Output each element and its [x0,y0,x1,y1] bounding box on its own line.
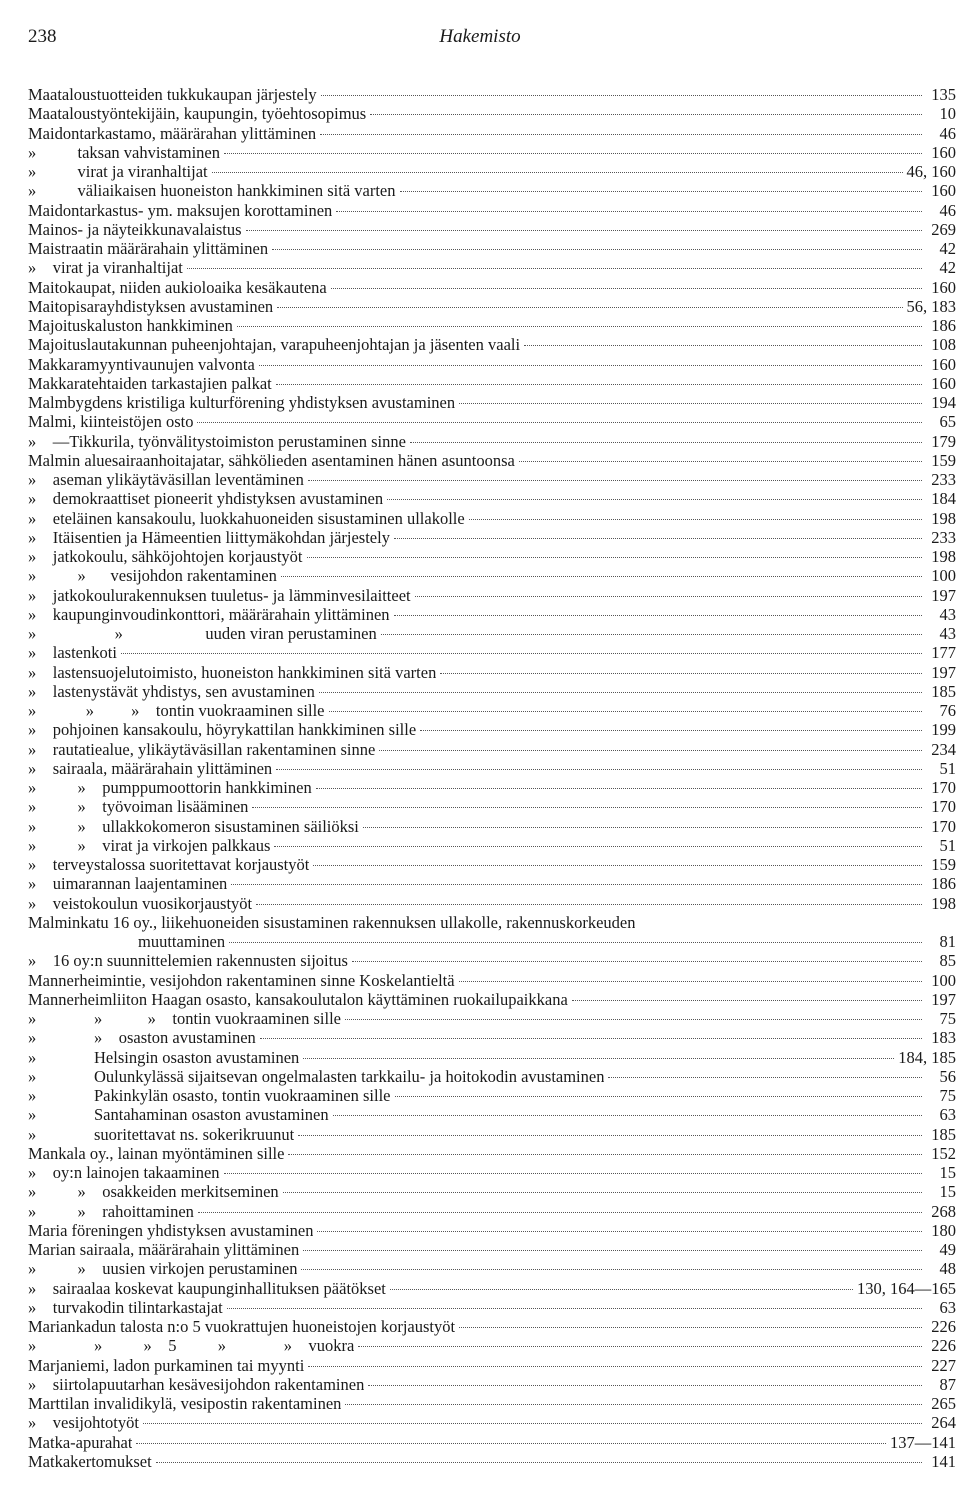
dot-leader [394,538,922,539]
entry-pages: 100 [931,970,956,990]
dot-leader [256,904,922,905]
index-entry [28,1086,956,1105]
entry-pages: 160 [931,354,956,374]
dot-leader [224,1173,922,1174]
index-entry [28,566,956,585]
entry-text: » » » tontin vuokraaminen sille [28,1009,342,1028]
dot-leader [198,1212,922,1213]
entry-pages: 10 [939,104,956,124]
dot-leader [276,769,922,770]
entry-text: Mainos- ja näyteikkunavalaistus [28,219,242,239]
entry-pages: 198 [931,893,956,913]
index-entry [28,1028,956,1047]
index-entry [28,759,956,778]
index-entry [28,489,956,508]
entry-text: » suoritettavat ns. sokerikruunut [28,1124,295,1144]
index-entry [28,1394,956,1413]
dot-leader [277,307,902,308]
entry-text: » » pumppumoottorin hankkiminen [28,778,312,797]
entry-text: » vesijohtotyöt [28,1413,139,1433]
entry-text: » terveystalossa suoritettavat korjaustyöt [28,855,310,874]
dot-leader [572,1000,922,1001]
entry-pages: 198 [931,508,956,528]
entry-text: Makkaramyyntivaunujen valvonta [28,354,255,374]
index-entry [28,509,956,528]
entry-pages: 65 [939,412,956,432]
entry-pages: 51 [939,835,956,855]
entry-text: Maidontarkastus- ym. maksujen korottaminen [28,200,333,220]
entry-pages: 135 [931,85,956,104]
index-entry [28,528,956,547]
dot-leader [272,249,922,250]
entry-pages: 179 [931,431,956,451]
entry-text: Maidontarkastamo, määrärahan ylittäminen [28,123,317,143]
entry-pages: 170 [931,816,956,836]
index-entry [28,874,956,893]
dot-leader [368,1385,922,1386]
dot-leader [519,461,922,462]
entry-text: » sairaala, määrärahain ylittäminen [28,758,273,778]
entry-text: » Helsingin osaston avustaminen [28,1047,300,1067]
dot-leader [259,365,922,366]
entry-pages: 159 [931,855,956,874]
index-entry [28,624,956,643]
dot-leader [395,1096,922,1097]
entry-pages: 233 [931,470,956,489]
dot-leader [319,692,922,693]
index-entry [28,143,956,162]
entry-pages: 160 [931,142,956,162]
dot-leader [420,730,922,731]
entry-text: Mariankadun talosta n:o 5 vuokrattujen huoneistojen korjaustyöt [28,1317,456,1336]
index-list [28,85,956,1471]
entry-pages: 130, 164—165 [857,1278,956,1298]
entry-pages: 184, 185 [898,1047,956,1067]
dot-leader [197,422,922,423]
index-entry [28,913,956,932]
index-entry [28,797,956,816]
index-entry [28,335,956,354]
index-entry [28,605,956,624]
entry-pages: 160 [931,277,956,297]
index-entry [28,297,956,316]
entry-text: » » ullakkokomeron sisustaminen säiliöksi [28,816,359,836]
entry-text: » » työvoiman lisääminen [28,797,249,817]
dot-leader [227,1308,922,1309]
index-entry [28,1433,956,1452]
index-entry [28,1317,956,1336]
index-entry [28,1182,956,1201]
dot-leader [298,1135,922,1136]
dot-leader [352,961,922,962]
entry-text: » » uuden viran perustaminen [28,624,377,643]
index-entry [28,663,956,682]
entry-pages: 15 [939,1163,956,1182]
entry-pages: 75 [939,1009,956,1028]
entry-pages: 180 [931,1220,956,1240]
dot-leader [358,1346,922,1347]
index-entry [28,1240,956,1259]
entry-pages: 184 [931,489,956,509]
entry-text: Majoituskaluston hankkiminen [28,316,233,335]
entry-pages: 186 [931,316,956,335]
dot-leader [187,268,922,269]
dot-leader [317,1231,922,1232]
dot-leader [307,557,922,558]
entry-text: » virat ja viranhaltijat [28,258,183,278]
entry-text: Malmin aluesairaanhoitajatar, sähkölieden asentaminen hänen asuntoonsa [28,450,515,470]
dot-leader [321,95,922,96]
entry-text: muuttaminen [138,932,226,951]
index-entry [28,220,956,239]
index-entry [28,162,956,181]
entry-text: Mannerheimintie, vesijohdon rakentaminen sinne Koskelantieltä [28,970,455,990]
dot-leader [308,1366,922,1367]
dot-leader [415,596,922,597]
entry-pages: 76 [939,701,956,720]
entry-text: » Itäisentien ja Hämeentien liittymäkohdan järjestely [28,527,390,547]
index-entry [28,894,956,913]
dot-leader [524,345,922,346]
dot-leader [276,384,922,385]
entry-pages: 159 [931,450,956,470]
entry-pages: 227 [931,1355,956,1375]
entry-pages: 234 [931,739,956,759]
entry-pages: 233 [931,527,956,547]
index-entry [28,951,956,970]
index-entry [28,547,956,566]
dot-leader [121,653,922,654]
entry-text: » uimarannan laajentaminen [28,874,228,894]
entry-text: » turvakodin tilintarkastajat [28,1297,223,1317]
entry-pages: 264 [931,1413,956,1433]
dot-leader [274,846,922,847]
entry-pages: 75 [939,1086,956,1105]
index-entry [28,1259,956,1278]
index-entry [28,740,956,759]
entry-pages: 197 [931,989,956,1009]
index-entry [28,1009,956,1028]
index-entry [28,85,956,104]
entry-text: Matka-apurahat [28,1432,133,1452]
dot-leader [459,981,922,982]
entry-text: » Pakinkylän osasto, tontin vuokraaminen sille [28,1086,391,1105]
entry-pages: 160 [931,373,956,393]
entry-pages: 197 [931,662,956,682]
entry-pages: 43 [939,624,956,643]
entry-pages: 85 [939,951,956,971]
dot-leader [313,865,922,866]
index-entry [28,1144,956,1163]
entry-text: Mannerheimliiton Haagan osasto, kansakoulutalon käyttäminen ruokailupaikkana [28,989,568,1009]
dot-leader [370,114,922,115]
index-entry [28,586,956,605]
index-entry [28,104,956,123]
entry-pages: 42 [939,239,956,258]
dot-leader [459,1327,922,1328]
index-entry [28,836,956,855]
entry-pages: 185 [931,1124,956,1144]
index-entry [28,1413,956,1432]
dot-leader [316,788,922,789]
entry-text: Maataloustyöntekijäin, kaupungin, työehtosopimus [28,104,367,124]
index-entry [28,701,956,720]
entry-pages: 56, 183 [906,296,956,316]
entry-text: » » » 5 » » vuokra [28,1336,355,1356]
dot-leader [224,153,922,154]
index-entry [28,1298,956,1317]
entry-text: » eteläinen kansakoulu, luokkahuoneiden sisustaminen ullakolle [28,508,465,528]
index-entry [28,258,956,277]
entry-text: » kaupunginvoudinkonttori, määrärahain ylittäminen [28,604,390,624]
index-entry [28,1221,956,1240]
dot-leader [143,1423,922,1424]
entry-pages: 141 [931,1451,956,1471]
index-entry [28,278,956,297]
index-entry [28,374,956,393]
entry-text: Majoituslautakunnan puheenjohtajan, varapuheenjohtajan ja jäsenten vaali [28,335,521,355]
entry-pages: 152 [931,1143,956,1163]
entry-pages: 198 [931,547,956,566]
dot-leader [301,1269,922,1270]
entry-text: » Santahaminan osaston avustaminen [28,1105,329,1125]
entry-text: Makkaratehtaiden tarkastajien palkat [28,373,272,393]
index-entry [28,720,956,739]
entry-pages: 177 [931,643,956,663]
entry-pages: 49 [939,1240,956,1259]
entry-text: Marjaniemi, ladon purkaminen tai myynti [28,1355,305,1375]
index-entry [28,1279,956,1298]
entry-pages: 100 [931,566,956,586]
index-entry [28,1452,956,1471]
index-entry [28,682,956,701]
entry-pages: 226 [931,1317,956,1336]
entry-text: Maitokaupat, niiden aukioloaika kesäkautena [28,277,327,297]
dot-leader [303,1058,894,1059]
dot-leader [394,615,922,616]
entry-text: » —Tikkurila, työnvälitystoimiston perustaminen sinne [28,431,406,451]
entry-pages: 42 [939,258,956,278]
entry-pages: 137—141 [890,1432,956,1452]
dot-leader [363,827,922,828]
entry-text: Maataloustuotteiden tukkukaupan järjestely [28,85,317,104]
dot-leader [308,480,922,481]
index-entry [28,124,956,143]
index-entry [28,432,956,451]
dot-leader [387,499,922,500]
entry-pages: 183 [931,1028,956,1048]
index-entry [28,990,956,1009]
dot-leader [320,134,922,135]
dot-leader [379,750,922,751]
entry-text: Malmbygdens kristiliga kulturförening yhdistyksen avustaminen [28,393,456,412]
entry-pages: 15 [939,1182,956,1202]
index-entry [28,1048,956,1067]
page-number: 238 [28,26,57,47]
entry-pages: 194 [931,393,956,412]
entry-pages: 46 [939,123,956,143]
entry-text: » oy:n lainojen takaaminen [28,1163,220,1182]
entry-text: » siirtolapuutarhan kesävesijohdon rakentaminen [28,1374,365,1394]
dot-leader [608,1077,922,1078]
entry-text: Maitopisarayhdistyksen avustaminen [28,296,274,316]
entry-text: Maria föreningen yhdistyksen avustaminen [28,1220,314,1240]
entry-text: » virat ja viranhaltijat [28,162,208,181]
entry-text: » väliaikaisen huoneiston hankkiminen sitä varten [28,181,396,201]
entry-text: » lastenystävät yhdistys, sen avustaminen [28,681,315,701]
index-entry [28,932,956,951]
entry-text: » taksan vahvistaminen [28,142,221,162]
entry-text: » » osakkeiden merkitseminen [28,1182,279,1202]
entry-pages: 226 [931,1336,956,1356]
dot-leader [345,1404,922,1405]
entry-pages: 199 [931,720,956,740]
entry-pages: 170 [931,797,956,817]
index-entry [28,1375,956,1394]
index-entry [28,201,956,220]
dot-leader [156,1462,922,1463]
index-entry [28,181,956,200]
dot-leader [229,942,922,943]
entry-text: » aseman ylikäytäväsillan leventäminen [28,470,304,489]
entry-pages: 108 [931,335,956,355]
entry-text: » demokraattiset pioneerit yhdistyksen avustaminen [28,489,384,509]
entry-pages: 46 [939,200,956,220]
entry-pages: 160 [931,181,956,201]
entry-pages: 87 [939,1374,956,1394]
index-entry [28,778,956,797]
entry-pages: 63 [939,1297,956,1317]
index-entry [28,1163,956,1182]
index-entry [28,643,956,662]
entry-pages: 197 [931,585,956,605]
dot-leader [303,1250,922,1251]
entry-text: » » vesijohdon rakentaminen [28,566,277,586]
entry-pages: 43 [939,604,956,624]
dot-leader [237,326,922,327]
entry-text: Marian sairaala, määrärahain ylittäminen [28,1240,300,1259]
dot-leader [390,1289,853,1290]
dot-leader [212,172,903,173]
entry-pages: 185 [931,681,956,701]
entry-text: » » osaston avustaminen [28,1028,256,1048]
dot-leader [440,673,922,674]
entry-text: » » uusien virkojen perustaminen [28,1259,298,1279]
entry-pages: 265 [931,1394,956,1413]
dot-leader [246,230,922,231]
entry-text: Malmi, kiinteistöjen osto [28,412,194,432]
index-entry [28,316,956,335]
entry-text: » jatkokoulu, sähköjohtojen korjaustyöt [28,547,303,566]
index-entry [28,1356,956,1375]
entry-pages: 63 [939,1105,956,1125]
index-entry [28,1202,956,1221]
dot-leader [459,403,922,404]
entry-text: » lastensuojelutoimisto, huoneiston hankkiminen sitä varten [28,662,437,682]
entry-text: Marttilan invalidikylä, vesipostin rakentaminen [28,1394,342,1413]
entry-text: » Oulunkylässä sijaitsevan ongelmalasten tarkkailu- ja hoitokodin avustaminen [28,1066,605,1086]
entry-text: » sairaalaa koskevat kaupunginhallituksen päätökset [28,1278,386,1298]
index-entry [28,239,956,258]
index-entry [28,355,956,374]
entry-pages: 51 [939,758,956,778]
entry-text: » rautatiealue, ylikäytäväsillan rakentaminen sinne [28,739,376,759]
dot-leader [329,711,922,712]
index-entry [28,817,956,836]
index-entry [28,393,956,412]
dot-leader [231,884,922,885]
dot-leader [410,442,922,443]
page-header [28,26,932,52]
dot-leader [252,807,922,808]
dot-leader [288,1154,922,1155]
dot-leader [283,1192,922,1193]
dot-leader [333,1115,922,1116]
entry-text: Maistraatin määrärahain ylittäminen [28,239,269,258]
index-entry [28,1105,956,1124]
entry-pages: 56 [939,1066,956,1086]
entry-text: » lastenkoti [28,643,117,663]
entry-pages: 48 [939,1259,956,1279]
entry-text: » pohjoinen kansakoulu, höyrykattilan hankkiminen sille [28,720,417,740]
entry-pages: 170 [931,778,956,797]
entry-text: Matkakertomukset [28,1451,152,1471]
index-entry [28,1336,956,1355]
entry-text: Mankala oy., lainan myöntäminen sille [28,1143,285,1163]
entry-text: » » virat ja virkojen palkkaus [28,835,271,855]
dot-leader [469,519,922,520]
entry-pages: 186 [931,874,956,894]
entry-pages: 269 [931,219,956,239]
dot-leader [336,211,922,212]
entry-pages: 46, 160 [906,162,956,181]
entry-pages: 81 [939,932,956,951]
dot-leader [136,1443,886,1444]
index-entry [28,412,956,431]
entry-text: » 16 oy:n suunnittelemien rakennusten sijoitus [28,951,348,971]
entry-text: » » » tontin vuokraaminen sille [28,701,325,720]
dot-leader [400,191,922,192]
dot-leader [260,1038,922,1039]
dot-leader [331,288,922,289]
running-title: Hakemisto [439,26,521,47]
index-entry [28,971,956,990]
dot-leader [381,634,922,635]
entry-text: » » rahoittaminen [28,1201,194,1221]
index-entry [28,855,956,874]
index-entry [28,1067,956,1086]
index-entry [28,1125,956,1144]
index-entry [28,451,956,470]
entry-text: Malminkatu 16 oy., liikehuoneiden sisustaminen rakennuksen ullakolle, rakennuskorkeuden [28,912,636,932]
index-entry [28,470,956,489]
entry-text: » jatkokoulurakennuksen tuuletus- ja lämminvesilaitteet [28,585,411,605]
entry-pages: 268 [931,1201,956,1221]
dot-leader [281,576,922,577]
entry-text: » veistokoulun vuosikorjaustyöt [28,893,253,913]
dot-leader [345,1019,922,1020]
